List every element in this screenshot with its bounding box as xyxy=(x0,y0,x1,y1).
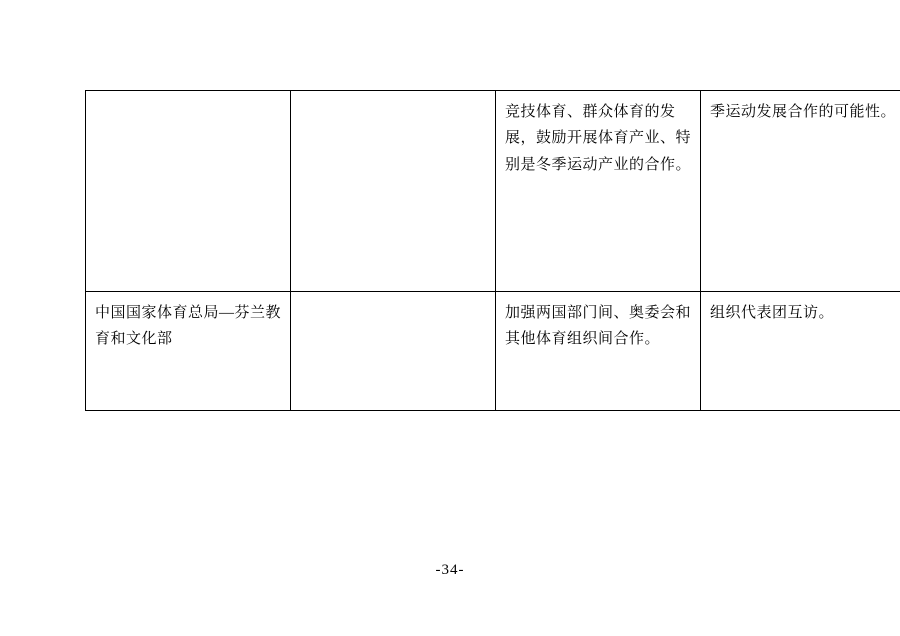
table-cell-content xyxy=(496,292,701,411)
cell-text: 组织代表团互访。 xyxy=(710,305,835,321)
page-number: -34- xyxy=(435,562,465,578)
table-cell-secondary xyxy=(291,91,496,292)
table-cell-notes xyxy=(701,292,900,411)
table-row xyxy=(86,292,900,411)
table-cell-organization xyxy=(86,292,291,411)
table-body xyxy=(86,91,900,411)
cell-text: 竞技体育、群众体育的发展，鼓励开展体育产业、特别是冬季运动产业的合作。 xyxy=(505,104,692,173)
table-cell-secondary xyxy=(291,292,496,411)
cell-text: 季运动发展合作的可能性。 xyxy=(710,104,897,120)
table-cell-notes xyxy=(701,91,900,292)
cell-text: 加强两国部门间、奥委会和其他体育组织间合作。 xyxy=(505,305,692,348)
table-row xyxy=(86,91,900,292)
agreement-table xyxy=(85,90,900,411)
table-cell-content xyxy=(496,91,701,292)
table-cell-organization xyxy=(86,91,291,292)
cell-text: 中国国家体育总局—芬兰教育和文化部 xyxy=(95,305,282,348)
